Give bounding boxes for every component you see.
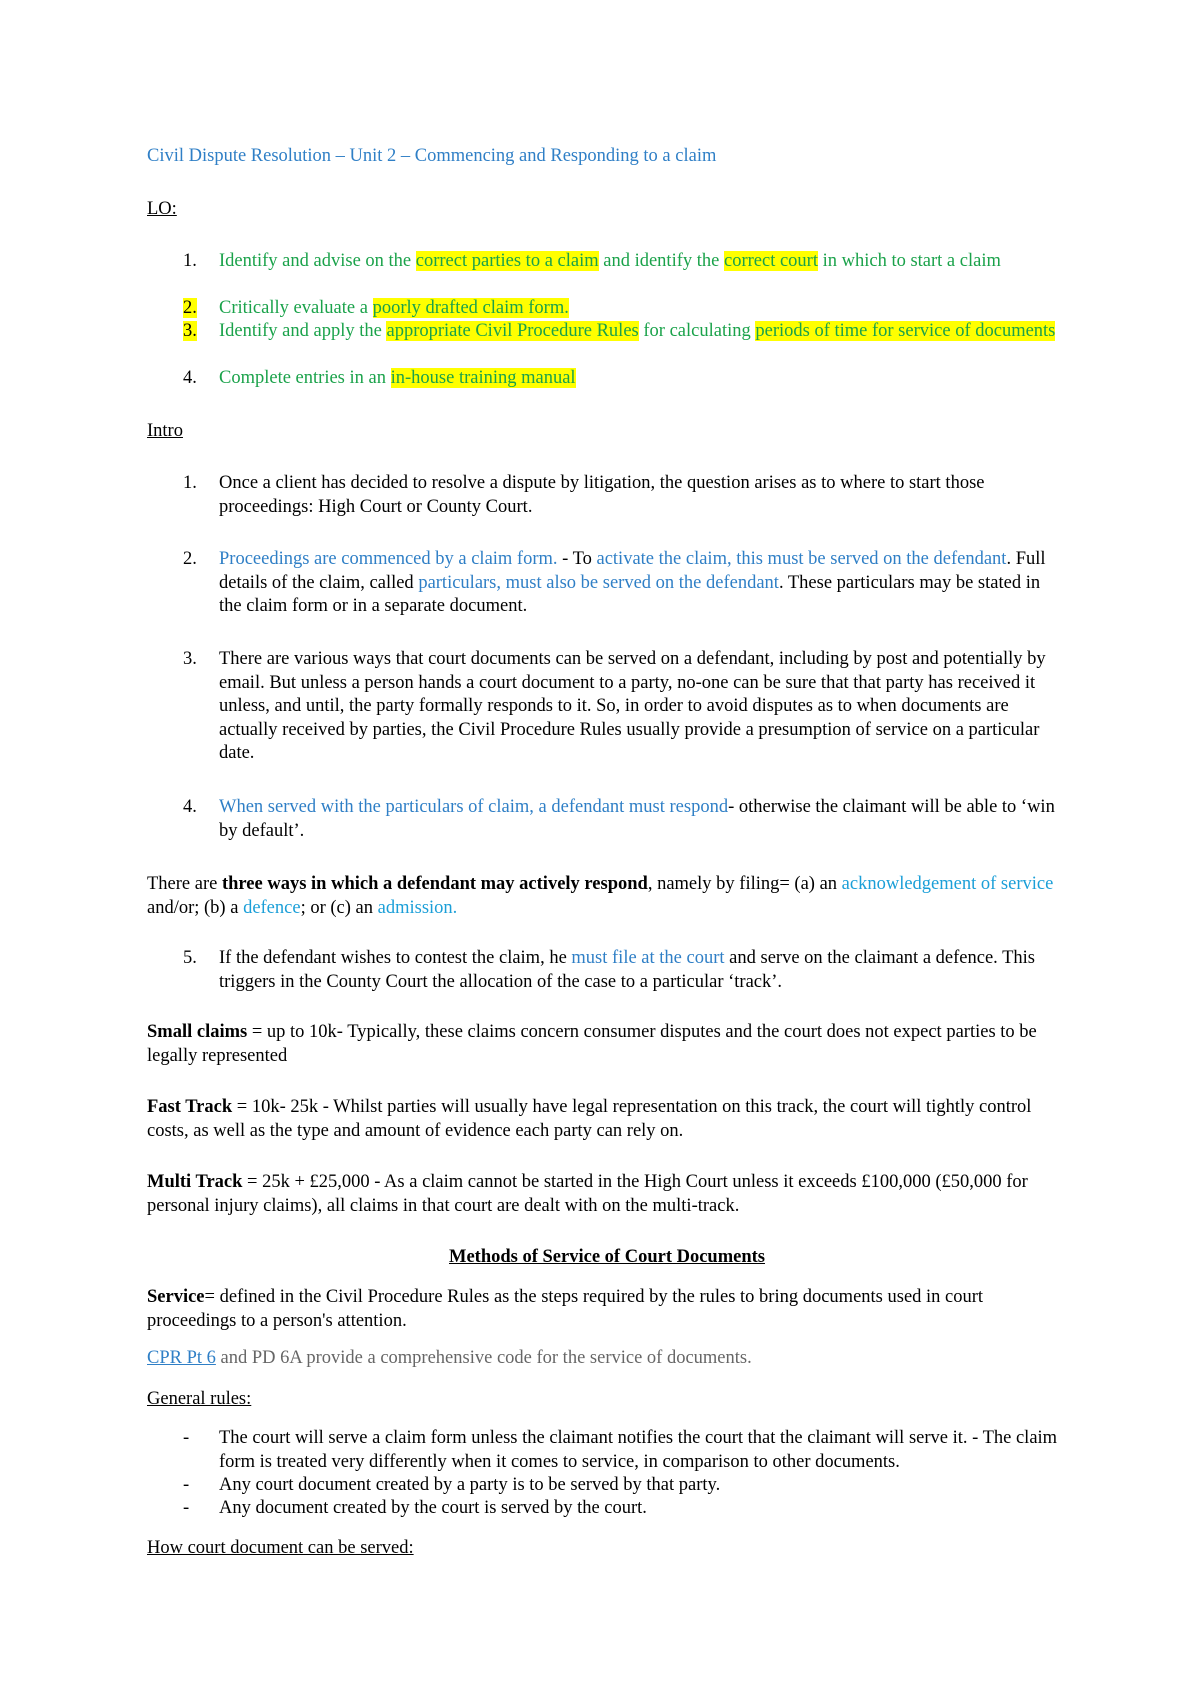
- document-title: Civil Dispute Resolution – Unit 2 – Commencing and Responding to a claim: [147, 146, 717, 166]
- service-definition: [147, 1286, 1067, 1333]
- rule-dash: -: [183, 1475, 190, 1495]
- track-text: = up to 10k- Typically, these claims concern consumer disputes and the court does not expect parties to be legally represented: [147, 1022, 1037, 1066]
- lo-number: 4.: [183, 368, 197, 388]
- intro-number: 1.: [183, 473, 197, 493]
- lo-heading: LO:: [147, 199, 177, 219]
- lo-item: [219, 250, 1059, 274]
- track-multi: [147, 1171, 1067, 1218]
- lo-highlight: correct court: [723, 251, 818, 271]
- track-small-claims: [147, 1021, 1067, 1068]
- emphasis-text: admission.: [377, 897, 458, 918]
- lo-text: Complete entries in an: [219, 368, 391, 388]
- rule-item: The court will serve a claim form unless the claimant notifies the court that the claimant will serve it. - The claim form is treated very differently when it comes to service, in comparison to other documents.: [219, 1428, 1058, 1472]
- service-label: Service: [147, 1287, 205, 1307]
- body-text: . Full details of the claim, called: [219, 549, 1046, 593]
- bold-text: three ways in which a defendant may actively respond: [221, 874, 648, 894]
- lo-item: [219, 367, 1059, 391]
- body-text: and serve on the claimant a defence. This triggers in the County Court the allocation of the case to a particular ‘track’.: [219, 948, 1035, 992]
- cpr-paragraph: [147, 1347, 1067, 1371]
- track-label: Fast Track: [147, 1097, 233, 1117]
- track-text: = 10k- 25k - Whilst parties will usually have legal representation on this track, the court will tightly control costs, as well as the type and amount of evidence each party can rely on.: [147, 1097, 1032, 1141]
- intro-number: 2.: [183, 549, 197, 569]
- emphasis-text: Proceedings are commenced by a claim form.: [219, 549, 558, 569]
- emphasis-text: When served with the particulars of claim, a defendant must respond: [219, 797, 729, 817]
- intro-number: 4.: [183, 797, 197, 817]
- emphasis-text: must file at the court: [571, 948, 725, 968]
- methods-heading: Methods of Service of Court Documents: [449, 1247, 765, 1267]
- track-fast: [147, 1096, 1067, 1143]
- lo-number: [183, 320, 197, 344]
- rule-dash: -: [183, 1498, 190, 1518]
- rule-item: Any document created by the court is served by the court.: [219, 1498, 647, 1518]
- track-text: = 25k + £25,000 - As a claim cannot be started in the High Court unless it exceeds £100,000 (£50,000 for personal injury claims), all claims in that court are dealt with on the multi-track.: [147, 1172, 1028, 1216]
- body-text: = defined in the Civil Procedure Rules as the steps required by the rules to bring documents used in court proceedings to a person's attention.: [147, 1287, 984, 1331]
- lo-number: 1.: [183, 251, 197, 271]
- intro-number: 5.: [183, 948, 197, 968]
- lo-item: [219, 297, 1059, 321]
- cpr-pt6-link[interactable]: CPR Pt 6: [147, 1348, 216, 1368]
- lo-number: [183, 297, 197, 321]
- intro-paragraph: There are various ways that court documents can be served on a defendant, including by post and potentially by email. But unless a person hands a court document to a party, no-one can be sure that that party has received it unless, and until, the party formally responds to it. So, in order to avoid disputes as to when documents are actually received by parties, the Civil Procedure Rules usually provide a presumption of service on a particular date.: [219, 649, 1046, 763]
- track-label: Small claims: [147, 1022, 248, 1042]
- body-text: and PD 6A provide a comprehensive code for the service of documents.: [215, 1348, 752, 1368]
- lo-text: in which to start a claim: [817, 251, 1001, 271]
- lo-text: and identify the: [598, 251, 724, 271]
- body-text: There are: [147, 874, 222, 894]
- lo-text: Identify and advise on the: [219, 251, 416, 271]
- intro-number: 3.: [183, 649, 197, 669]
- body-text: If the defendant wishes to contest the claim, he: [219, 948, 572, 968]
- emphasis-text: acknowledgement of service: [841, 874, 1054, 894]
- emphasis-text: particulars, must also be served on the defendant: [418, 572, 779, 593]
- lo-text: for calculating: [638, 321, 756, 341]
- intro-paragraph: [219, 947, 1059, 994]
- how-served-heading: How court document can be served:: [147, 1538, 414, 1558]
- intro-paragraph: [219, 548, 1059, 619]
- body-text: - To: [557, 549, 597, 569]
- intro-paragraph: Once a client has decided to resolve a dispute by litigation, the question arises as to where to start those proceedings: High Court or County Court.: [219, 473, 985, 517]
- lo-highlight: correct parties to a claim: [415, 251, 599, 271]
- general-rules-heading: General rules:: [147, 1389, 252, 1409]
- emphasis-text: activate the claim, this must be served on the defendant: [596, 549, 1007, 569]
- intro-paragraph: [219, 796, 1059, 843]
- lo-number-text: 3.: [183, 321, 197, 341]
- rule-dash: -: [183, 1428, 190, 1448]
- three-ways-paragraph: [147, 873, 1067, 920]
- lo-item: [219, 320, 1059, 344]
- lo-highlight: in-house training manual: [390, 368, 576, 388]
- lo-highlight: periods of time for service of documents: [755, 321, 1056, 341]
- track-label: Multi Track: [147, 1172, 243, 1192]
- body-text: - otherwise the claimant will be able to ‘win by default’.: [219, 797, 1055, 841]
- lo-highlight: poorly drafted claim form.: [372, 298, 569, 318]
- body-text: . These particulars may be stated in the claim form or in a separate document.: [219, 572, 1041, 616]
- lo-number-text: 2.: [183, 298, 197, 318]
- rule-item: Any court document created by a party is to be served by that party.: [219, 1475, 721, 1495]
- lo-highlight: appropriate Civil Procedure Rules: [386, 321, 639, 341]
- intro-heading: Intro: [147, 421, 183, 441]
- lo-text: Identify and apply the: [219, 321, 387, 341]
- body-text: ; or (c) an: [300, 897, 378, 918]
- body-text: , namely by filing= (a) an: [647, 874, 842, 894]
- body-text: and/or; (b) a: [147, 897, 244, 918]
- lo-text: Critically evaluate a: [219, 298, 373, 318]
- emphasis-text: defence: [243, 897, 301, 918]
